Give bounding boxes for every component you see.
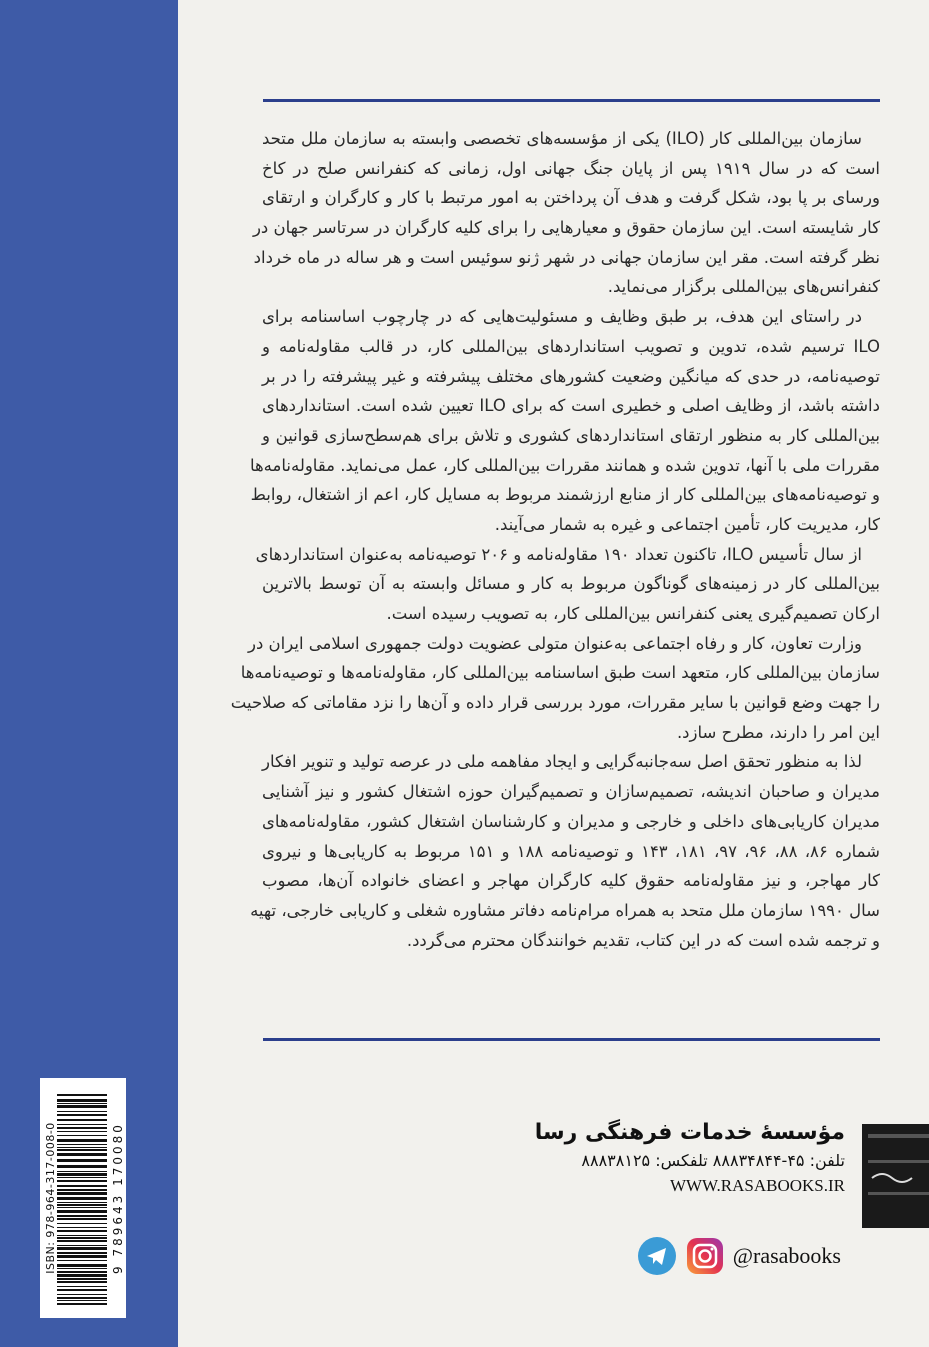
paragraph-line: کار شایسته است. این سازمان حقوق و معیارهایی را برای کلیه کارگران در سرتاسر جهان در [252,218,880,238]
barcode-bar [57,1159,107,1162]
barcode-bar [57,1135,107,1136]
paragraph-line: مقررات ملی با آنها، تدوین شده و همانند مقررات بین‌المللی کار، عمل می‌نماید. مقاوله‌نامه‌ها [249,455,880,475]
paragraph-line: داشته باشد، از وظایف اصلی و خطیری است که برای ILO تعیین شده است. استانداردهای [262,396,880,416]
barcode-bar [57,1189,107,1191]
barcode-bar [57,1264,107,1267]
barcode-bar [57,1240,107,1242]
paragraph-line: را جهت وضع قوانین با سایر مقررات، مورد بررسی قرار داده و آن‌ها را نزد مقاماتی که صلاحیت [230,693,880,713]
paragraph-line: است که در سال ۱۹۱۹ پس از پایان جنگ جهانی اول، زمانی که کنفرانس صلح در کاخ [262,158,880,178]
paragraph-line: وزارت تعاون، کار و رفاه اجتماعی به‌عنوان متولی عضویت دولت جمهوری اسلامی ایران در [248,633,862,653]
publisher-phone: تلفن: ۴۵-۸۸۸۳۴۸۴۴ تلفکس: ۸۸۸۳۸۱۲۵ [581,1151,845,1170]
isbn-label: ISBN: 978-964-317-008-0 [44,1122,57,1274]
barcode-bar [57,1274,107,1277]
telegram-icon [637,1236,677,1276]
social-handle: @rasabooks [732,1243,841,1268]
paragraph-line: ارکان تصمیم‌گیری یعنی کنفرانس بین‌المللی کار، به تصویب رسیده است. [386,604,880,623]
barcode-bars [57,1083,107,1313]
barcode-bar [57,1204,107,1206]
back-cover-description [230,124,880,955]
barcode-bar [57,1268,107,1269]
paragraph-line: در راستای این هدف، بر طبق وظایف و مسئولیت‌هایی که در چارچوب اساسنامه برای [262,307,862,327]
barcode-bar [57,1197,107,1200]
paragraph-line: سازمان بین‌المللی کار (ILO) یکی از مؤسسه‌های تخصصی وابسته به سازمان ملل متحد [262,129,862,148]
barcode-bar [57,1210,107,1213]
paragraph-line: کنفرانس‌های بین‌المللی برگزار می‌نماید. [607,277,880,297]
instagram-icon [685,1236,725,1276]
barcode-bar [57,1165,107,1168]
paragraph-line: این امر را دارند، مطرح سازد. [676,722,880,742]
paragraph-line: از سال تأسیس ILO، تاکنون تعداد ۱۹۰ مقاوله‌نامه و ۲۰۶ توصیه‌نامه به‌عنوان استانداردهای [255,544,862,564]
barcode-bar [57,1235,107,1236]
top-divider-rule [263,99,880,102]
barcode-bar [57,1223,107,1224]
paragraph-line: کار، مدیریت کار، تأمین اجتماعی و غیره به شمار می‌آیند. [494,514,880,534]
paragraph-line: ورسای بر پا بود، شکل گرفت و هدف آن پرداختن به امور مرتبط با کار و کارگران و ارتقای [262,188,880,208]
barcode-bar [57,1230,107,1232]
barcode-bar [57,1124,107,1125]
barcode-bar [57,1094,107,1096]
barcode-bar [57,1303,107,1305]
publisher-logo [858,1120,929,1232]
paragraph-line: بین‌المللی کار در زمینه‌های گوناگون مربوط به کار و مسائل وابسته به آن توسط بالاترین [262,574,880,594]
paragraph-line: و ترجمه شده است که در این کتاب، تقدیم خوانندگان محترم می‌گردد. [406,930,880,950]
barcode-bar [57,1260,107,1261]
barcode-bar [57,1103,107,1104]
barcode-bar [57,1207,107,1208]
barcode-bar [57,1153,107,1156]
barcode-bar [57,1147,107,1148]
publisher-info [535,1120,845,1196]
paragraph-line: بین‌المللی کار به منظور ارتقای استانداردهای کشوری و تلاش برای هم‌سطح‌سازی قوانین و [262,425,880,445]
barcode-bar [57,1127,107,1129]
barcode-bar [57,1297,107,1299]
barcode-bar [57,1255,107,1258]
paragraph-line: و توصیه‌نامه‌های بین‌المللی کار از منابع ارزشمند مربوط به مسایل کار، اعم از اشتغال، روابط [250,485,880,505]
paragraph-line: کار مهاجر، و نیز مقاوله‌نامه حقوق کلیه کارگران مهاجر و اعضای خانواده آن‌ها، مصوب [262,871,880,891]
barcode-digits: 9 789643 170080 [111,1122,125,1274]
barcode-bar [57,1281,107,1283]
social-links [637,1236,841,1276]
barcode-bar [57,1278,107,1280]
barcode-bar [57,1180,107,1182]
barcode-bar [57,1119,107,1121]
paragraph-line: سال ۱۹۹۰ سازمان ملل متحد به همراه مرام‌نامه دفاتر مشاوره شغلی و کاریابی خارجی، تهیه [250,900,880,920]
barcode-bar [57,1289,107,1291]
publisher-website: WWW.RASABOOKS.IR [669,1176,845,1195]
barcode-bar [57,1252,107,1254]
paragraph-line: لذا به منظور تحقق اصل سه‌جانبه‌گرایی و ایجاد مفاهمه ملی در عرصه تولید و تنویر افکار [262,752,862,772]
barcode-bar [57,1300,107,1301]
barcode-bar [57,1139,107,1142]
paragraph-line: سازمان بین‌المللی کار، متعهد است طبق اساسنامه بین‌المللی کار، مقاوله‌نامه‌ها و توصیه‌نامه‌ها [240,663,880,683]
paragraph-line: شماره ۸۶، ۸۸، ۹۶، ۹۷، ۱۸۱، ۱۴۳ و توصیه‌نامه ۱۸۸ و ۱۵۱ مربوط به کاریابی‌ها و نیروی [262,841,880,861]
barcode-bar [57,1202,107,1203]
barcode-bar [57,1099,107,1102]
paragraph-line: ILO ترسیم شده، تدوین و تصویب استانداردهای بین‌المللی کار، در قالب مقاوله‌نامه و [262,336,880,356]
barcode-bar [57,1227,107,1228]
barcode-bar [57,1173,107,1176]
barcode-bar [57,1105,107,1108]
paragraph-line: توصیه‌نامه، در حدی که میانگین وضعیت کشورهای مختلف پیشرفته و غیر پیشرفته را در بر [262,366,880,386]
bottom-divider-rule [263,1038,880,1041]
barcode-bar [57,1144,107,1145]
barcode-bar [57,1245,107,1246]
barcode-bar [57,1294,107,1295]
paragraph-line: مدیران کاریابی‌های داخلی و خارجی و مدیران و کارشناسان اشتغال کشور، مقاوله‌نامه‌های [262,811,880,831]
isbn-barcode [40,1078,126,1318]
barcode-bar [57,1111,107,1112]
barcode-bar [57,1192,107,1195]
barcode-bar [57,1286,107,1287]
barcode-bar [57,1131,107,1132]
barcode-bar [57,1247,107,1250]
barcode-bar [57,1237,107,1239]
barcode-bar [57,1185,107,1187]
barcode-bar [57,1177,107,1178]
barcode-bar [57,1149,107,1151]
paragraph-line: مدیران و صاحبان اندیشه، تصمیم‌سازان و تصمیم‌گیران حوزه اشتغال کشور و نیز آشنایی [262,782,880,802]
barcode-bar [57,1215,107,1217]
barcode-bar [57,1218,107,1220]
barcode-bar [57,1271,107,1273]
barcode-bar [57,1114,107,1116]
paragraph-line: نظر گرفته است. مقر این سازمان جهانی در شهر ژنو سوئیس است و هر ساله در ماه خرداد [253,247,880,267]
publisher-name: مؤسسهٔ خدمات فرهنگی رسا [534,1120,845,1145]
barcode-bar [57,1171,107,1172]
